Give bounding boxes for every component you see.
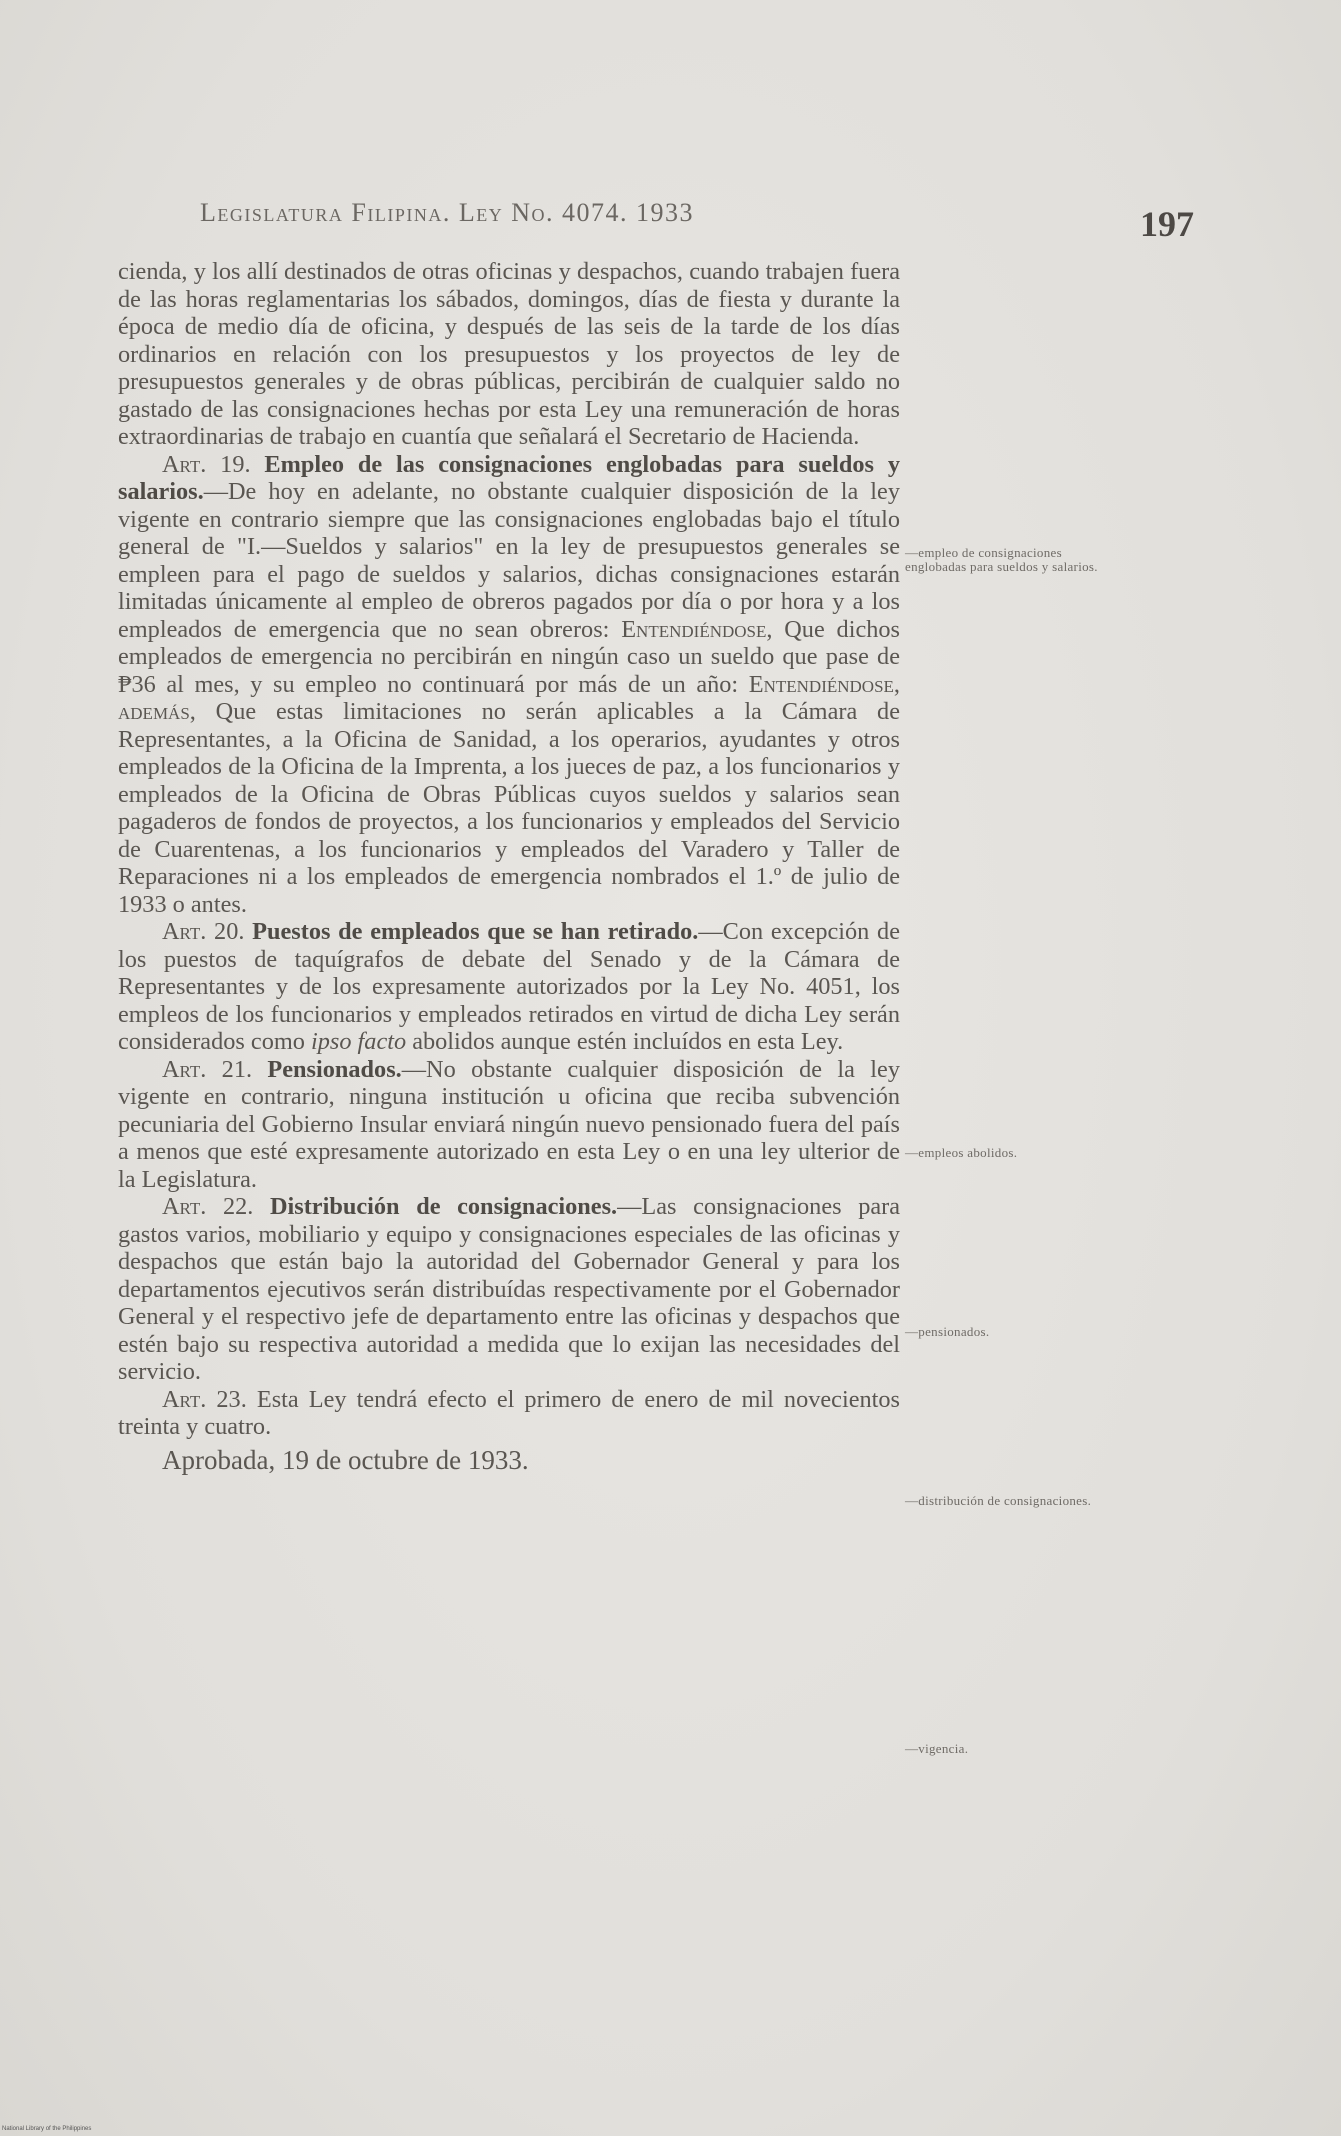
page-number: 197 (1140, 204, 1194, 244)
margin-note-article-21: —pensionados. (905, 1324, 990, 1339)
article-20-title: Puestos de empleados que se han retirado. (252, 918, 699, 945)
article-19-label: Art. 19. (162, 450, 251, 478)
article-19-title: Empleo de las consignaciones englobadas para sueldos y salarios. (118, 450, 900, 505)
article-21-text: —No obstante cualquier disposición de la ley vigente en contrario, ninguna institución u oficina que reciba subvención pecuniaria del Gobierno Insular enviará ningún nuevo pensionado fuera del país a menos que esté expresamente autorizado en esta Ley o en una ley ulterior de la Legislatura. (118, 1055, 900, 1193)
margin-note-article-20: —empleos abolidos. (905, 1145, 1018, 1160)
article-20-text-a: —Con excepción de los puestos de taquígrafos de debate del Senado y de la Cámara de Representantes y de los expresamente autorizados por la Ley No. 4051, los empleos de los funcionarios y empleados retirados en virtud de dicha Ley serán considerados como (118, 918, 900, 1055)
article-20 (118, 918, 900, 1056)
body-text (118, 258, 900, 1474)
article-21-label: Art. 21. (162, 1055, 253, 1083)
article-22-title: Distribución de consignaciones. (269, 1193, 618, 1220)
article-19 (118, 451, 900, 919)
article-20-italic: ipso facto (310, 1028, 407, 1055)
article-19-proviso-2: Entendiéndose, además, (118, 670, 900, 725)
article-19-proviso-1: Entendiéndose, (621, 615, 773, 643)
article-19-text-a: —De hoy en adelante, no obstante cualquier disposición de la ley vigente en contrario siempre que las consignaciones englobadas bajo el título general de "I.—Sueldos y salarios" en la ley de presupuestos generales se empleen para el pago de sueldos y salarios, dichas consignaciones estarán limitadas únicamente al empleo de obreros pagados por día o por hora y a los empleados de emergencia que no sean obreros: (118, 478, 900, 643)
article-22-label: Art. 22. (162, 1193, 254, 1220)
article-23-text: Esta Ley tendrá efecto el primero de enero de mil novecientos treinta y cuatro. (118, 1385, 900, 1440)
article-20-label: Art. 20. (162, 918, 245, 945)
article-21 (118, 1056, 900, 1194)
article-19-text-b: Que dichos empleados de emergencia no percibirán en ningún caso un sueldo que pase de ₱36 al mes, y su empleo no continuará por más de un año: (118, 615, 900, 698)
article-23 (118, 1386, 900, 1441)
article-22-text: —Las consignaciones para gastos varios, mobiliario y equipo y consignaciones especiales de las oficinas y despachos que están bajo la autoridad del Gobernador General y para los departamentos ejecutivos serán distribuídas respectivamente por el Gobernador General y el respectivo jefe de departamento entre las oficinas y despachos que estén bajo su respectiva autoridad a medida que lo exijan las necesidades del servicio. (118, 1193, 900, 1385)
running-head: Legislatura Filipina. Ley No. 4074. 1933 (200, 198, 694, 227)
paragraph-continuation: cienda, y los allí destinados de otras oficinas y despachos, cuando trabajen fuera de las horas reglamentarias los sábados, domingos, días de fiesta y durante la época de medio día de oficina, y después de las seis de la tarde de los días ordinarios en relación con los presupuestos y los proyectos de ley de presupuestos generales y de obras públicas, percibirán de cualquier saldo no gastado de las consignaciones hechas por esta Ley una remuneración de horas extraordinarias de trabajo en cuantía que señalará el Secretario de Hacienda. (118, 258, 900, 450)
approval-line: Aprobada, 19 de octubre de 1933. (162, 1444, 529, 1475)
article-22 (118, 1193, 900, 1386)
scan-credit: National Library of the Philippines (2, 2126, 92, 2132)
article-20-text-b: abolidos aunque estén incluídos en esta Ley. (406, 1028, 844, 1055)
article-23-label: Art. 23. (162, 1385, 247, 1413)
margin-note-article-19: —empleo de consignaciones englobadas para sueldos y salarios. (905, 545, 1098, 574)
article-21-title: Pensionados. (267, 1055, 402, 1083)
margin-note-article-23: —vigencia. (905, 1741, 969, 1756)
article-19-text-c: Que estas limitaciones no serán aplicables a la Cámara de Representantes, a la Oficina de Sanidad, a los operarios, ayudantes y otros empleados de la Oficina de la Imprenta, a los jueces de paz, a los funcionarios y empleados de la Oficina de Obras Públicas cuyos sueldos y salarios sean pagaderos de fondos de proyectos, a los funcionarios y empleados del Servicio de Cuarentenas, a los funcionarios y empleados del Varadero y Taller de Reparaciones ni a los empleados de emergencia nombrados el 1.º de julio de 1933 o antes. (118, 698, 900, 918)
margin-note-article-22: —distribución de consignaciones. (905, 1493, 1092, 1508)
